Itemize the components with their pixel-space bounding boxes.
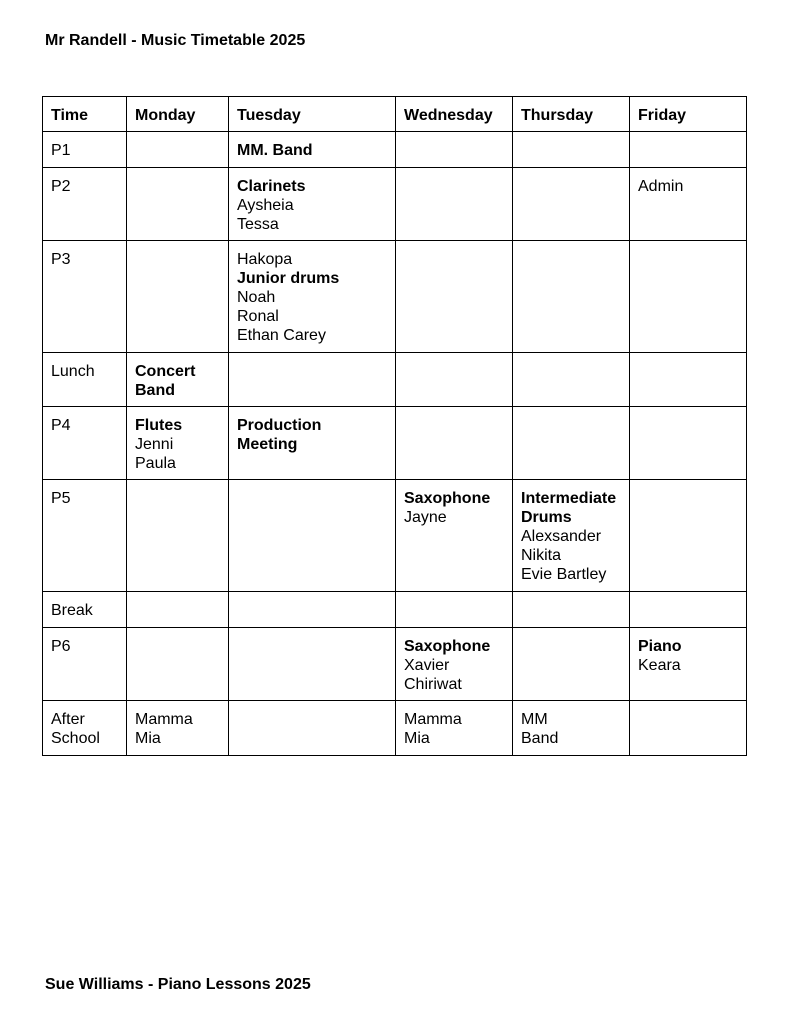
table-cell (513, 132, 630, 168)
column-header-monday: Monday (127, 97, 229, 132)
timetable-header-row (43, 97, 747, 132)
cell-entry: Jayne (404, 509, 447, 526)
table-cell (513, 168, 630, 241)
cell-entry: Ronal (237, 308, 279, 325)
table-cell (127, 628, 229, 701)
cell-group-title: MM. Band (237, 142, 313, 159)
cell-group-title: Concert (135, 363, 196, 380)
row-label-line: P3 (51, 251, 71, 268)
table-cell (229, 592, 396, 628)
row-label-line: After (51, 711, 85, 728)
cell-entry: MM (521, 711, 548, 728)
table-cell (513, 628, 630, 701)
footer-title: Sue Williams - Piano Lessons 2025 (45, 976, 311, 993)
row-label (43, 168, 127, 241)
cell-entry: Admin (638, 178, 684, 195)
table-cell (229, 480, 396, 592)
cell-entry: Ethan Carey (237, 327, 326, 344)
cell-entry: Mia (135, 730, 161, 747)
table-cell (630, 480, 747, 592)
page-title: Mr Randell - Music Timetable 2025 (45, 32, 306, 49)
table-cell (513, 701, 630, 756)
cell-entry: Band (521, 730, 559, 747)
table-row (43, 168, 747, 241)
cell-group-title: Flutes (135, 417, 183, 434)
table-cell (630, 592, 747, 628)
cell-entry: Mamma (404, 711, 462, 728)
cell-group-title: Piano (638, 638, 682, 655)
cell-entry: Aysheia (237, 197, 294, 214)
table-cell (396, 592, 513, 628)
table-row (43, 132, 747, 168)
cell-entry: Alexsander (521, 528, 602, 545)
row-label (43, 628, 127, 701)
row-label-line: P1 (51, 142, 71, 159)
table-cell (396, 353, 513, 407)
cell-group-title: Saxophone (404, 490, 491, 507)
table-cell (127, 407, 229, 480)
cell-entry: Nikita (521, 547, 562, 564)
table-cell (229, 241, 396, 353)
table-cell (127, 168, 229, 241)
row-label-line: School (51, 730, 100, 747)
row-label-line: Break (51, 602, 93, 619)
table-cell (630, 407, 747, 480)
table-cell (229, 353, 396, 407)
table-cell (396, 168, 513, 241)
table-cell (127, 241, 229, 353)
cell-group-title: Band (135, 382, 175, 399)
column-header-tuesday: Tuesday (229, 97, 396, 132)
cell-entry: Mamma (135, 711, 193, 728)
table-cell (396, 241, 513, 353)
table-cell (127, 353, 229, 407)
table-row (43, 628, 747, 701)
table-cell (127, 701, 229, 756)
cell-entry: Evie Bartley (521, 566, 607, 583)
cell-entry: Mia (404, 730, 430, 747)
table-cell (630, 353, 747, 407)
table-cell (630, 701, 747, 756)
column-header-thursday: Thursday (513, 97, 630, 132)
table-cell (127, 592, 229, 628)
cell-entry: Chiriwat (404, 676, 462, 693)
table-cell (513, 480, 630, 592)
table-cell (513, 407, 630, 480)
table-cell (396, 701, 513, 756)
row-label (43, 592, 127, 628)
row-label-line: P4 (51, 417, 71, 434)
table-cell (396, 407, 513, 480)
table-cell (229, 628, 396, 701)
cell-group-title: Production (237, 417, 322, 434)
cell-entry: Keara (638, 657, 681, 674)
timetable-body (43, 132, 747, 756)
cell-group-title: Intermediate (521, 490, 617, 507)
timetable (42, 96, 747, 756)
row-label (43, 480, 127, 592)
table-row (43, 407, 747, 480)
cell-entry: Paula (135, 455, 176, 472)
table-cell (127, 480, 229, 592)
cell-group-title: Junior drums (237, 270, 340, 287)
table-row (43, 353, 747, 407)
column-header-wednesday: Wednesday (396, 97, 513, 132)
row-label-line: P2 (51, 178, 71, 195)
row-label-line: Lunch (51, 363, 95, 380)
table-cell (630, 168, 747, 241)
table-row (43, 592, 747, 628)
cell-entry: Tessa (237, 216, 279, 233)
table-row (43, 241, 747, 353)
table-cell (396, 132, 513, 168)
cell-group-title: Saxophone (404, 638, 491, 655)
cell-entry: Jenni (135, 436, 174, 453)
row-label (43, 353, 127, 407)
row-label (43, 132, 127, 168)
table-row (43, 480, 747, 592)
table-cell (630, 628, 747, 701)
cell-entry: Xavier (404, 657, 450, 674)
row-label-line: P5 (51, 490, 71, 507)
cell-group-title: Drums (521, 509, 572, 526)
column-header-friday: Friday (630, 97, 747, 132)
table-cell (229, 701, 396, 756)
table-cell (396, 628, 513, 701)
row-label (43, 241, 127, 353)
table-cell (396, 480, 513, 592)
table-cell (229, 132, 396, 168)
table-cell (127, 132, 229, 168)
row-label (43, 407, 127, 480)
table-row (43, 701, 747, 756)
table-cell (513, 353, 630, 407)
table-cell (630, 241, 747, 353)
column-header-time: Time (43, 97, 127, 132)
table-cell (229, 407, 396, 480)
table-cell (513, 592, 630, 628)
cell-entry: Hakopa (237, 251, 293, 268)
cell-entry: Noah (237, 289, 276, 306)
cell-group-title: Clarinets (237, 178, 306, 195)
table-cell (513, 241, 630, 353)
table-cell (630, 132, 747, 168)
cell-group-title: Meeting (237, 436, 298, 453)
row-label (43, 701, 127, 756)
row-label-line: P6 (51, 638, 71, 655)
table-cell (229, 168, 396, 241)
